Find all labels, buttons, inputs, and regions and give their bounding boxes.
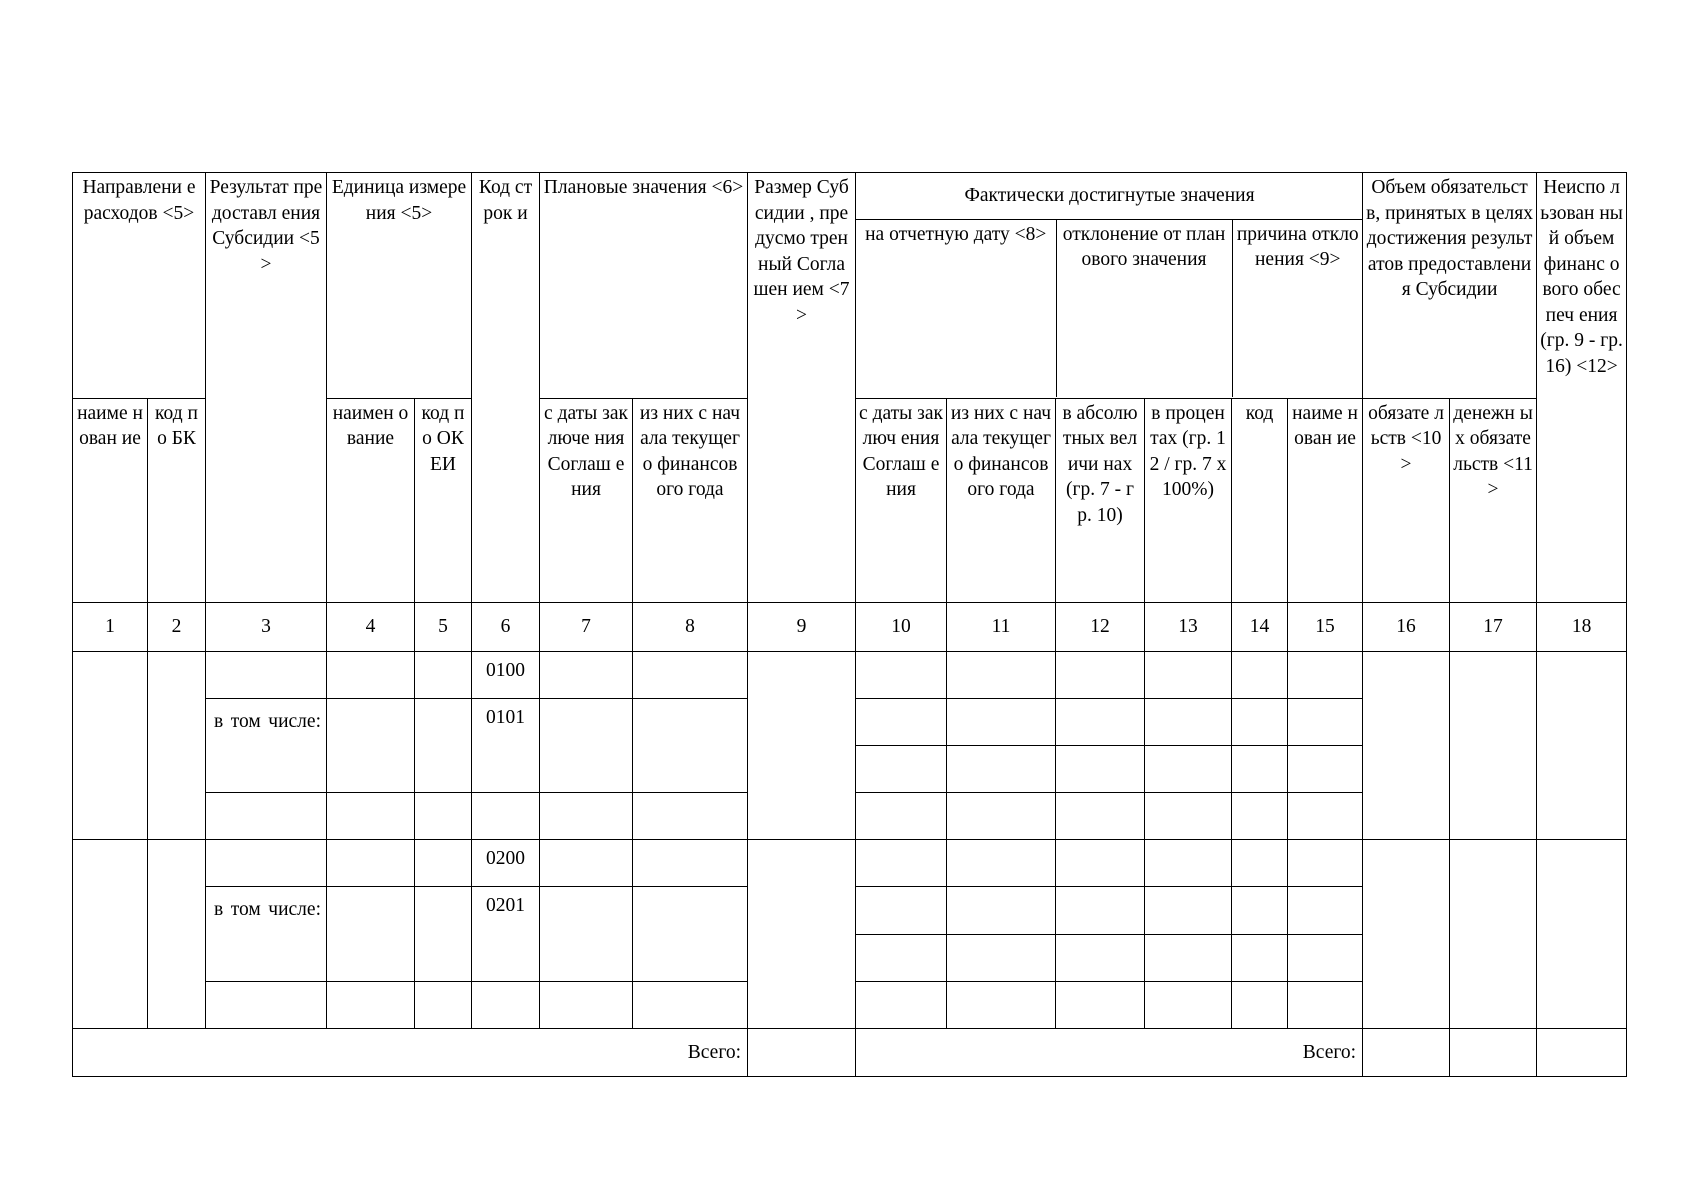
cell-reason-code[interactable] [1232, 840, 1288, 887]
cell-result-sublabel: в том числе: [206, 698, 327, 792]
cell-actual-from-year[interactable] [947, 934, 1056, 981]
cell-actual-from-agreement[interactable] [856, 698, 947, 745]
cell-unit-name[interactable] [327, 793, 415, 840]
cell-deviation-pct[interactable] [1145, 840, 1232, 887]
column-number: 4 [327, 603, 415, 651]
column-number: 10 [856, 603, 947, 651]
column-number: 14 [1232, 603, 1288, 651]
cell-planned-from-year[interactable] [633, 793, 748, 840]
subsidy-report-table [72, 172, 1627, 1077]
header-monetary-col: денежн ых обязате льств <11> [1450, 398, 1537, 603]
total-label-right: Всего: [856, 1028, 1363, 1076]
cell-deviation-abs[interactable] [1056, 887, 1145, 934]
header-row-1 [73, 173, 1627, 399]
cell-actual-from-agreement[interactable] [856, 793, 947, 840]
cell-total-obligations[interactable] [1363, 1028, 1450, 1076]
column-number: 11 [947, 603, 1056, 651]
cell-deviation-abs[interactable] [1056, 981, 1145, 1028]
header-obligations: Объем обязательств, принятых в целях достижения результатов предоставления Субсидии [1363, 173, 1537, 399]
header-direction-code: код по БК [148, 398, 206, 603]
header-unused: Неиспо льзован ный объем финанс ового обеспеч ения (гр. 9 - гр. 16) <12> [1537, 173, 1627, 603]
column-number: 6 [472, 603, 540, 651]
cell-planned-from-agreement[interactable] [540, 793, 633, 840]
cell-actual-from-year[interactable] [947, 793, 1056, 840]
cell-result-sublabel: в том числе: [206, 887, 327, 981]
header-deviation-pct: в процен тах (гр. 12 / гр. 7 x 100%) [1145, 398, 1232, 603]
header-deviation-abs: в абсолю тных величи нах (гр. 7 - гр. 10) [1056, 398, 1145, 603]
cell-unused[interactable] [1537, 840, 1627, 1029]
cell-planned-from-agreement[interactable] [540, 840, 633, 887]
header-row-code: Код строк и [472, 173, 540, 603]
cell-reason-name[interactable] [1288, 793, 1363, 840]
cell-planned-from-year[interactable] [633, 840, 748, 887]
cell-subsidy-size[interactable] [748, 651, 856, 840]
cell-unit-name[interactable] [327, 887, 415, 981]
cell-deviation-pct[interactable] [1145, 981, 1232, 1028]
column-number: 15 [1288, 603, 1363, 651]
cell-result[interactable] [206, 840, 327, 887]
cell-actual-from-agreement[interactable] [856, 840, 947, 887]
column-number: 3 [206, 603, 327, 651]
cell-reason-name[interactable] [1288, 887, 1363, 934]
cell-reason-code[interactable] [1232, 698, 1288, 745]
header-planned-from-year: из них с начала текущего финансов ого года [633, 398, 748, 603]
cell-actual-from-year[interactable] [947, 745, 1056, 792]
cell-deviation-pct[interactable] [1145, 793, 1232, 840]
cell-actual-from-year[interactable] [947, 651, 1056, 698]
header-reason: причина отклонения <9> [1236, 223, 1359, 270]
cell-direction-name[interactable] [73, 840, 148, 1029]
cell-unit-name[interactable] [327, 840, 415, 887]
cell-actual-from-agreement[interactable] [856, 745, 947, 792]
cell-result[interactable] [206, 981, 327, 1028]
column-number: 9 [748, 603, 856, 651]
cell-reason-name[interactable] [1288, 840, 1363, 887]
header-actual-group [856, 173, 1363, 399]
cell-reason-name[interactable] [1288, 698, 1363, 745]
cell-obligations[interactable] [1363, 651, 1450, 840]
cell-reason-name[interactable] [1288, 745, 1363, 792]
column-number: 2 [148, 603, 206, 651]
cell-reason-code[interactable] [1232, 651, 1288, 698]
cell-unit-code[interactable] [415, 887, 472, 981]
cell-planned-from-agreement[interactable] [540, 651, 633, 698]
cell-deviation-pct[interactable] [1145, 934, 1232, 981]
header-reason-code: код [1232, 398, 1288, 603]
cell-unit-code[interactable] [415, 793, 472, 840]
cell-row-code: 0100 [472, 651, 540, 698]
header-actual-on-date: на отчетную дату <8> [856, 219, 1056, 397]
cell-result[interactable] [206, 793, 327, 840]
header-subsidy-size: Размер Субсидии , предусмо тренный Соглашен ием <7> [748, 173, 856, 603]
cell-reason-name[interactable] [1288, 981, 1363, 1028]
cell-unit-code[interactable] [415, 981, 472, 1028]
header-actual-from-agreement: с даты заключ ения Соглаш ения [856, 398, 947, 603]
column-number: 13 [1145, 603, 1232, 651]
cell-row-code: 0201 [472, 887, 540, 981]
header-direction: Направлени е расходов <5> [73, 173, 206, 399]
cell-reason-code[interactable] [1232, 745, 1288, 792]
column-number: 18 [1537, 603, 1627, 651]
cell-deviation-abs[interactable] [1056, 934, 1145, 981]
cell-deviation-abs[interactable] [1056, 745, 1145, 792]
cell-deviation-abs[interactable] [1056, 793, 1145, 840]
cell-actual-from-agreement[interactable] [856, 981, 947, 1028]
cell-actual-from-agreement[interactable] [856, 887, 947, 934]
header-unit: Единица измерения <5> [327, 173, 472, 399]
cell-total-unused[interactable] [1537, 1028, 1627, 1076]
cell-deviation-abs[interactable] [1056, 651, 1145, 698]
cell-actual-from-year[interactable] [947, 981, 1056, 1028]
column-numbers-row [73, 603, 1627, 651]
cell-direction-code[interactable] [148, 840, 206, 1029]
cell-unit-name[interactable] [327, 651, 415, 698]
cell-unused[interactable] [1537, 651, 1627, 840]
total-label-left: Всего: [73, 1028, 748, 1076]
cell-deviation-pct[interactable] [1145, 745, 1232, 792]
column-number: 16 [1363, 603, 1450, 651]
cell-deviation-pct[interactable] [1145, 887, 1232, 934]
header-deviation: отклонение от планового значения [1056, 219, 1232, 397]
cell-actual-from-year[interactable] [947, 840, 1056, 887]
column-number: 7 [540, 603, 633, 651]
table-row [73, 651, 1627, 698]
cell-deviation-pct[interactable] [1145, 651, 1232, 698]
cell-reason-code[interactable] [1232, 981, 1288, 1028]
table-row [73, 840, 1627, 887]
cell-reason-name[interactable] [1288, 934, 1363, 981]
cell-planned-from-year[interactable] [633, 698, 748, 792]
cell-actual-from-agreement[interactable] [856, 934, 947, 981]
header-planned-from-agreement: с даты заключе ния Соглаш ения [540, 398, 633, 603]
header-actual: Фактически достигнутые значения [856, 173, 1363, 219]
header-result: Результат предоставл ения Субсидии <5> [206, 173, 327, 603]
cell-deviation-abs[interactable] [1056, 698, 1145, 745]
cell-unit-code[interactable] [415, 698, 472, 792]
header-unit-name: наимен ование [327, 398, 415, 603]
header-unit-code: код по ОК ЕИ [415, 398, 472, 603]
header-planned: Плановые значения <6> [540, 173, 748, 399]
cell-actual-from-year[interactable] [947, 698, 1056, 745]
cell-planned-from-year[interactable] [633, 651, 748, 698]
column-number: 12 [1056, 603, 1145, 651]
cell-reason-code[interactable] [1232, 887, 1288, 934]
cell-planned-from-year[interactable] [633, 887, 748, 981]
column-number: 1 [73, 603, 148, 651]
cell-planned-from-agreement[interactable] [540, 698, 633, 792]
column-number: 17 [1450, 603, 1537, 651]
cell-deviation-abs[interactable] [1056, 840, 1145, 887]
header-direction-name: наиме нован ие [73, 398, 148, 603]
cell-planned-from-agreement[interactable] [540, 887, 633, 981]
cell-planned-from-year[interactable] [633, 981, 748, 1028]
actual-subheader [856, 173, 1363, 397]
cell-actual-from-agreement[interactable] [856, 651, 947, 698]
cell-obligations[interactable] [1363, 840, 1450, 1029]
cell-row-code[interactable] [472, 793, 540, 840]
cell-deviation-pct[interactable] [1145, 698, 1232, 745]
cell-total-monetary[interactable] [1450, 1028, 1537, 1076]
cell-reason-code[interactable] [1232, 934, 1288, 981]
cell-subsidy-size[interactable] [748, 840, 856, 1029]
column-number: 8 [633, 603, 748, 651]
header-actual-from-year: из них с начала текущего финансов ого года [947, 398, 1056, 603]
cell-direction-name[interactable] [73, 651, 148, 840]
cell-unit-name[interactable] [327, 981, 415, 1028]
cell-monetary[interactable] [1450, 651, 1537, 840]
cell-unit-code[interactable] [415, 840, 472, 887]
cell-row-code: 0101 [472, 698, 540, 792]
cell-unit-code[interactable] [415, 651, 472, 698]
cell-reason-code[interactable] [1232, 793, 1288, 840]
cell-total-subsidy-size[interactable] [748, 1028, 856, 1076]
cell-row-code: 0200 [472, 840, 540, 887]
cell-unit-name[interactable] [327, 698, 415, 792]
cell-row-code[interactable] [472, 981, 540, 1028]
cell-planned-from-agreement[interactable] [540, 981, 633, 1028]
cell-result[interactable] [206, 651, 327, 698]
header-obligations-col: обязате льств <10> [1363, 398, 1450, 603]
cell-direction-code[interactable] [148, 651, 206, 840]
column-number: 5 [415, 603, 472, 651]
cell-reason-name[interactable] [1288, 651, 1363, 698]
cell-monetary[interactable] [1450, 840, 1537, 1029]
totals-row [73, 1028, 1627, 1076]
cell-actual-from-year[interactable] [947, 887, 1056, 934]
header-reason-name: наиме нован ие [1288, 398, 1363, 603]
